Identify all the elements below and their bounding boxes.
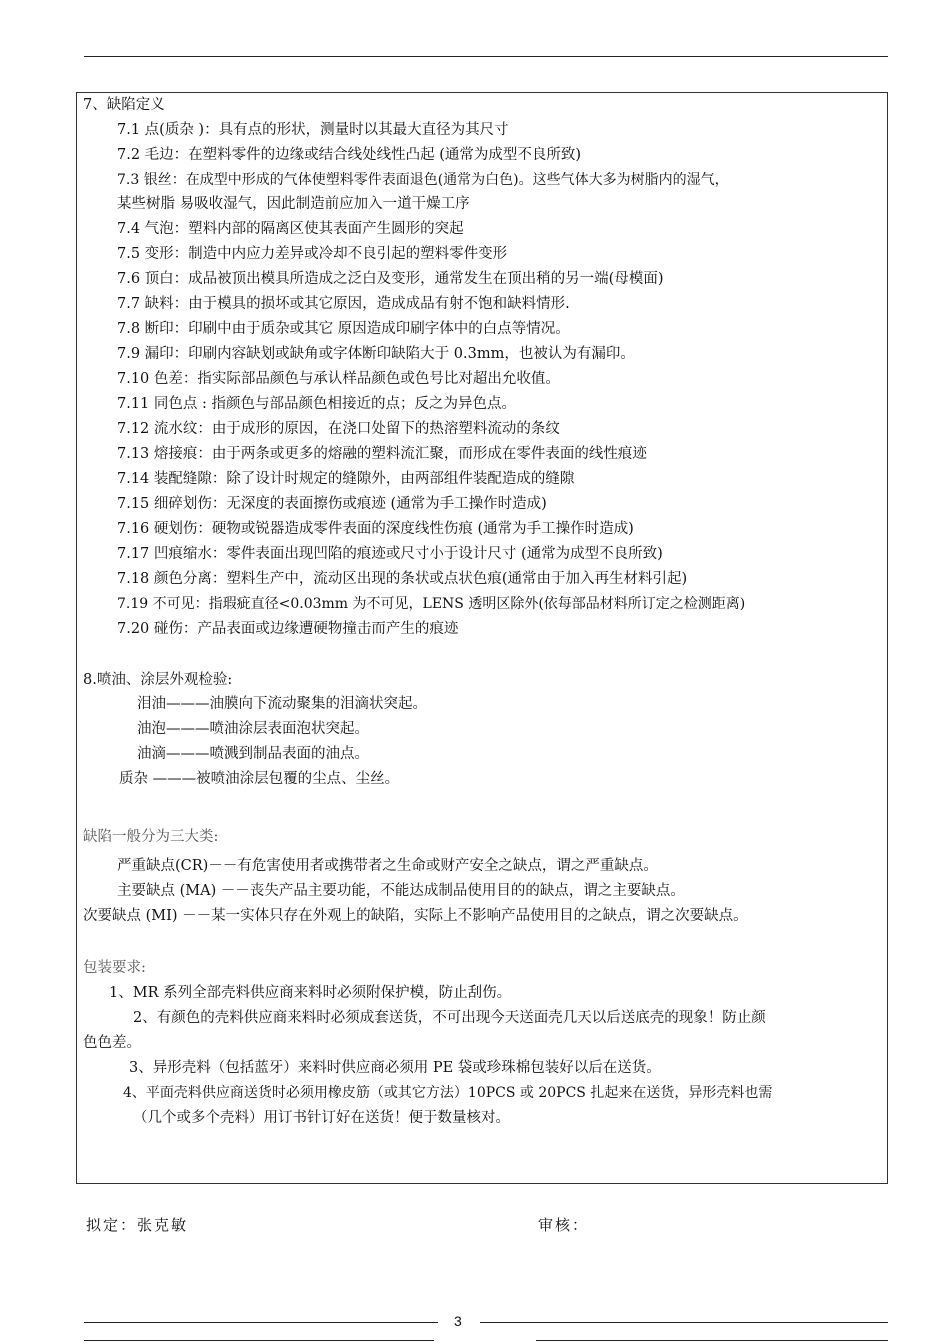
section7-item: 7.17 凹痕缩水：零件表面出现凹陷的痕迹或尺寸小于设计尺寸 (通常为成型不良所致) bbox=[117, 546, 663, 562]
section7-item: 7.7 缺料：由于模具的损坏或其它原因，造成成品有射不饱和缺料情形. bbox=[117, 296, 570, 312]
defect-classes-title: 缺陷一般分为三大类: bbox=[83, 829, 219, 845]
section8-item: 油泡———喷油涂层表面泡状突起。 bbox=[137, 721, 369, 737]
section7-item: 7.5 变形：制造中内应力差异或冷却不良引起的塑料零件变形 bbox=[117, 246, 508, 262]
section8-item: 质杂 ———被喷油涂层包覆的尘点、尘丝。 bbox=[119, 771, 400, 787]
packaging-line-continued: （几个或多个壳料）用订书针订好在送货！便于数量核对。 bbox=[133, 1110, 510, 1126]
section7-item: 7.12 流水纹：由于成形的原因，在浇口处留下的热溶塑料流动的条纹 bbox=[117, 421, 560, 437]
section7-item: 7.13 熔接痕：由于两条或更多的熔融的塑料流汇聚，而形成在零件表面的线性痕迹 bbox=[117, 446, 647, 462]
section8-item: 油滴———喷溅到制品表面的油点。 bbox=[137, 746, 369, 762]
section8-item: 泪油———油膜向下流动聚集的泪滴状突起。 bbox=[137, 696, 427, 712]
drafted-by: 拟定：张克敏 bbox=[86, 1216, 189, 1234]
section7-title: 7、缺陷定义 bbox=[83, 97, 165, 113]
section7-item: 7.16 硬划伤：硬物或锐器造成零件表面的深度线性伤痕 (通常为手工操作时造成) bbox=[117, 521, 634, 537]
packaging-title: 包装要求: bbox=[83, 960, 146, 976]
packaging-line: 2、有颜色的壳料供应商来料时必须成套送货，不可出现今天送面壳几天以后送底壳的现象！防止颜 bbox=[133, 1010, 766, 1026]
section7-item: 7.2 毛边：在塑料零件的边缘或结合线处线性凸起 (通常为成型不良所致) bbox=[117, 147, 582, 163]
footer-rule-lower-right bbox=[536, 1340, 888, 1341]
packaging-line: 4、平面壳料供应商送货时必须用橡皮筋（或其它方法）10PCS 或 20PCS 扎起来在送货，异形壳料也需 bbox=[123, 1085, 773, 1101]
packaging-line: 3、异形壳料（包括蓝牙）来料时供应商必须用 PE 袋或珍珠棉包装好以后在送货。 bbox=[129, 1060, 661, 1076]
section7-item: 7.3 银丝：在成型中形成的气体使塑料零件表面退色(通常为白色)。这些气体大多为树脂内的湿气， bbox=[117, 172, 729, 188]
section7-item: 7.8 断印：印刷中由于质杂或其它 原因造成印刷字体中的白点等情况。 bbox=[117, 321, 570, 337]
section7-item: 7.14 装配缝隙：除了设计时规定的缝隙外，由两部组件装配造成的缝隙 bbox=[117, 471, 575, 487]
section8-title: 8.喷油、涂层外观检验: bbox=[83, 672, 233, 688]
section7-item: 7.20 碰伤：产品表面或边缘遭硬物撞击而产生的痕迹 bbox=[117, 621, 459, 637]
footer-rule-left bbox=[84, 1322, 438, 1323]
section7-item: 7.19 不可见：指瑕疵直径<0.03mm 为不可见，LENS 透明区除外(依每部品材料所订定之检测距离) bbox=[117, 596, 746, 612]
header-rule bbox=[84, 56, 888, 57]
footer-rule-lower-left bbox=[84, 1340, 434, 1341]
page-number: 3 bbox=[454, 1313, 462, 1329]
content-frame bbox=[76, 92, 888, 1184]
section7-item: 7.18 颜色分离：塑料生产中，流动区出现的条状或点状色痕(通常由于加入再生材料引起) bbox=[117, 571, 688, 587]
section7-item: 7.9 漏印：印刷内容缺划或缺角或字体断印缺陷大于 0.3mm，也被认为有漏印。 bbox=[117, 346, 635, 362]
packaging-line-continued: 色色差。 bbox=[83, 1035, 141, 1051]
section7-item-continued: 某些树脂 易吸收湿气，因此制造前应加入一道干燥工序 bbox=[117, 196, 470, 212]
section7-item: 7.10 色差：指实际部品颜色与承认样品颜色或色号比对超出允收值。 bbox=[117, 371, 560, 387]
section7-item: 7.6 顶白：成品被顶出模具所造成之泛白及变形，通常发生在顶出稍的另一端(母模面) bbox=[117, 271, 664, 287]
defect-class-item: 严重缺点(CR)－－有危害使用者或携带者之生命或财产安全之缺点，谓之严重缺点。 bbox=[117, 858, 658, 874]
packaging-line: 1、MR 系列全部壳料供应商来料时必须附保护模，防止刮伤。 bbox=[109, 985, 512, 1001]
section7-item: 7.1 点(质杂 )：具有点的形状，测量时以其最大直径为其尺寸 bbox=[117, 122, 509, 138]
section7-item: 7.11 同色点 : 指颜色与部品颜色相接近的点；反之为异色点。 bbox=[117, 396, 516, 412]
footer-rule-right bbox=[480, 1322, 888, 1323]
defect-class-item: 主要缺点 (MA) －－丧失产品主要功能，不能达成制品使用目的的缺点，谓之主要缺点。 bbox=[117, 883, 685, 899]
section7-item: 7.15 细碎划伤：无深度的表面擦伤或痕迹 (通常为手工操作时造成) bbox=[117, 496, 547, 512]
defect-class-item: 次要缺点 (MI) －－某一实体只存在外观上的缺陷，实际上不影响产品使用目的之缺点，谓之次要缺点。 bbox=[83, 908, 748, 924]
reviewed-by: 审核： bbox=[538, 1216, 590, 1234]
section7-item: 7.4 气泡：塑料内部的隔离区使其表面产生圆形的突起 bbox=[117, 221, 464, 237]
